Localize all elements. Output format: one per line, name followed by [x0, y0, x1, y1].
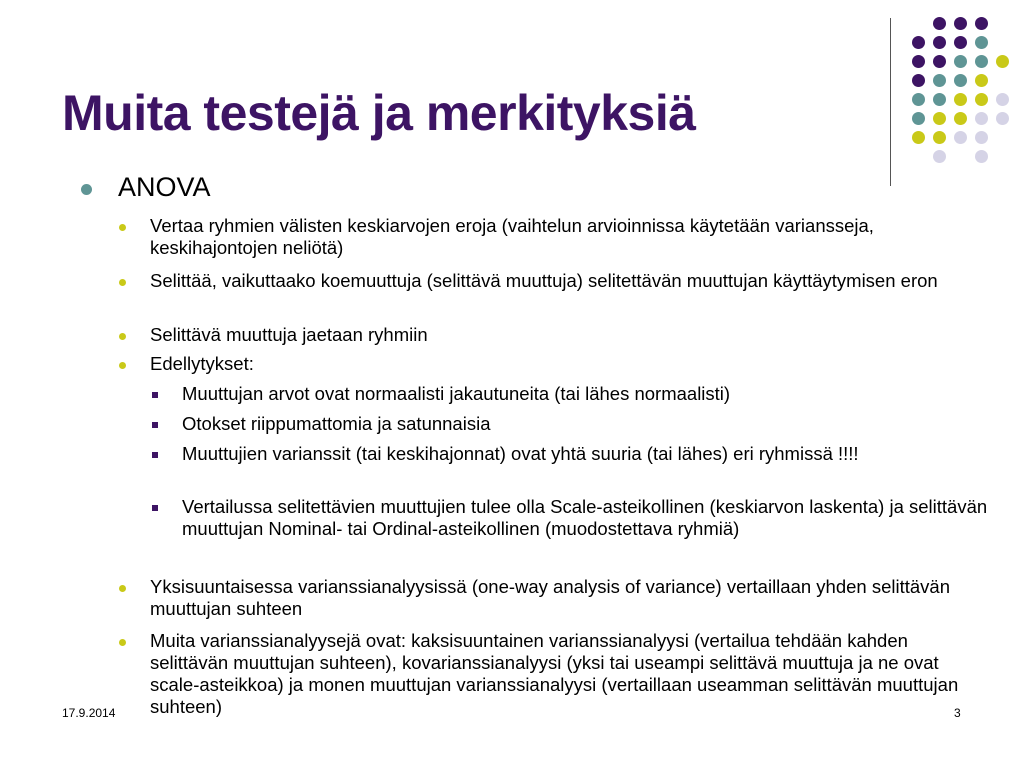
sub-list-item-text: Vertailussa selitettävien muuttujien tulee olla Scale-asteikollinen (keskiarvon laskenta) ja selittävän muuttujan Nominal- tai Ordinal-asteikollinen (muodostettava ryhmiä): [182, 496, 988, 539]
sub-list-item-text: Muuttujan arvot ovat normaalisti jakautuneita (tai lähes normaalisti): [182, 383, 731, 404]
slide-title: Muita testejä ja merkityksiä: [62, 85, 696, 141]
page-number: 3: [954, 706, 961, 720]
square-bullet-icon: [152, 452, 158, 458]
level1-heading: ANOVA: [118, 172, 211, 202]
list-item-text: Yksisuuntaisessa varianssianalyysissä (one-way analysis of variance) vertaillaan yhden selittävän muuttujan suhteen: [150, 576, 950, 619]
sub-list-item-text: Muuttujien varianssit (tai keskihajonnat) ovat yhtä suuria (tai lähes) eri ryhmissä !!!!: [182, 443, 859, 464]
bullet-icon: [119, 333, 126, 340]
bullet-icon: [119, 362, 126, 369]
list-item-text: Selittävä muuttuja jaetaan ryhmiin: [150, 324, 428, 345]
bullet-icon: [119, 279, 126, 286]
list-item-text: Selittää, vaikuttaako koemuuttuja (selittävä muuttuja) selitettävän muuttujan käyttäytymisen eron: [150, 270, 938, 291]
bullet-icon: [119, 224, 126, 231]
bullet-icon: [119, 639, 126, 646]
list-item-text: Vertaa ryhmien välisten keskiarvojen eroja (vaihtelun arvioinnissa käytetään variansseja, keskihajontojen neliötä): [150, 215, 874, 258]
square-bullet-icon: [152, 392, 158, 398]
bullet-icon: [119, 585, 126, 592]
list-item-text: Muita varianssianalyysejä ovat: kaksisuuntainen varianssianalyysi (vertailua tehdään kahden selittävän muuttujan suhteen), kovarianssianalyysi (yksi tai useampi selittävä muuttuja ja ne ovat scale-asteikkoa) ja monen muuttujan varianssianalyysi (vertaillaan useamman selittävän muuttujan suhteen): [150, 630, 959, 717]
list-item-text: Edellytykset:: [150, 353, 254, 374]
level1-bullet-icon: [81, 184, 92, 195]
square-bullet-icon: [152, 505, 158, 511]
square-bullet-icon: [152, 422, 158, 428]
footer-date: 17.9.2014: [62, 706, 116, 720]
sub-list-item-text: Otokset riippumattomia ja satunnaisia: [182, 413, 491, 434]
